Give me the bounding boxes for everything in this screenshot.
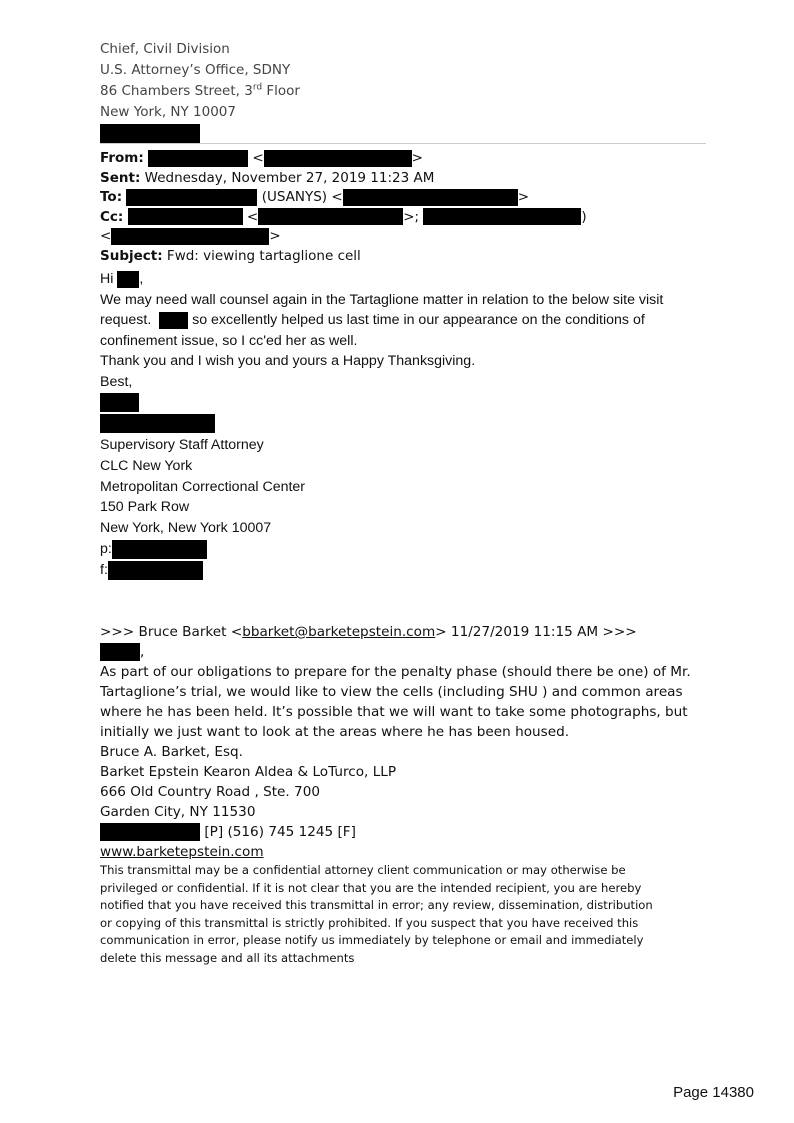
redaction-block [100, 124, 200, 143]
forward-date: > 11/27/2019 11:15 AM >>> [435, 624, 637, 640]
forward-greeting [100, 642, 691, 662]
sig-street: 150 Park Row [100, 499, 190, 516]
redaction-block [264, 150, 412, 167]
street-floor: Floor [262, 83, 300, 99]
subject-label: Subject: [100, 247, 163, 264]
sig-facility: Metropolitan Correctional Center [100, 478, 306, 495]
barket-phone [100, 822, 691, 842]
disclaimer-line: This transmittal may be a confidential attorney client communication or may otherwise be [100, 863, 626, 877]
divider [100, 143, 706, 144]
redaction-block [258, 208, 403, 225]
email-header [100, 149, 587, 266]
letterhead [100, 39, 300, 144]
letterhead-title: Chief, Civil Division [100, 41, 230, 57]
disclaimer-line: delete this message and all its attachments [100, 950, 355, 965]
sig-title: Supervisory Staff Attorney [100, 437, 264, 453]
forward-greeting-comma: , [140, 644, 145, 660]
redaction-block [128, 208, 243, 225]
letterhead-redacted-line [100, 123, 300, 144]
body-line [100, 310, 663, 331]
cc2-close: > [269, 228, 281, 244]
sig-city: New York, New York 10007 [100, 520, 272, 537]
street-main: 86 Chambers Street, 3 [100, 83, 253, 99]
forwarded-message [100, 622, 691, 862]
from-line [100, 149, 587, 169]
disclaimer-line: privileged or confidential. If it is not clear that you are the intended recipient, you are hereby [100, 880, 642, 895]
to-close: > [517, 189, 529, 205]
to-label: To: [100, 189, 123, 205]
redaction-block [112, 540, 207, 559]
sent-value: Wednesday, November 27, 2019 11:23 AM [140, 169, 435, 186]
body-line: We may need wall counsel again in the Tartaglione matter in relation to the below site visit [100, 291, 664, 308]
forward-line: Tartaglione’s trial, we would like to view the cells (including SHU ) and common areas [100, 684, 683, 700]
phone-label: p: [100, 540, 112, 557]
website-link[interactable]: www.barketepstein.com [100, 844, 264, 860]
greeting-hi: Hi [100, 271, 118, 287]
sig-phone [100, 539, 305, 560]
barket-firm: Barket Epstein Kearon Aldea & LoTurco, LLP [100, 764, 397, 780]
cc-line [100, 208, 587, 228]
email-link[interactable]: bbarket@barketepstein.com [242, 624, 436, 640]
subject-line [100, 247, 587, 267]
redaction-block [100, 643, 140, 661]
redaction-block [159, 312, 188, 329]
confidentiality-disclaimer [100, 862, 700, 968]
page-number: Page 14380 [673, 1084, 754, 1101]
sent-label: Sent: [100, 169, 141, 186]
disclaimer-line: notified that you have received this transmittal in error; any review, dissemination, distribution [100, 898, 653, 913]
body-line: Thank you and I wish you and yours a Happy Thanksgiving. [100, 353, 476, 369]
redaction-block [100, 414, 215, 433]
cc2-open: < [100, 228, 112, 244]
cc-close: ) [581, 208, 587, 225]
redaction-block [343, 189, 518, 206]
forward-from: >>> Bruce Barket < [100, 624, 243, 640]
sender-signature-redactions [100, 393, 215, 433]
to-org: (USANYS) < [261, 189, 343, 205]
subject-value: Fwd: viewing tartaglione cell [162, 247, 361, 264]
street-superscript: rd [252, 82, 263, 93]
sig-org: CLC New York [100, 457, 193, 474]
redaction-block [108, 561, 203, 580]
from-close: > [411, 150, 423, 166]
sig-fax [100, 560, 305, 581]
sender-signature [100, 435, 305, 581]
redaction-block [100, 823, 200, 841]
sent-line [100, 169, 587, 189]
body-line2-rest: so excellently helped us last time in our appearance on the conditions of [188, 312, 645, 328]
body-request: request. [100, 312, 152, 328]
letterhead-city: New York, NY 10007 [100, 104, 236, 120]
forward-header [100, 622, 691, 642]
greeting-comma: , [139, 271, 144, 287]
phone-fax-text: [P] (516) 745 1245 [F] [200, 824, 356, 840]
disclaimer-line: communication in error, please notify us immediately by telephone or email and immediately [100, 933, 644, 948]
greeting [100, 269, 663, 290]
fax-label: f: [100, 561, 108, 578]
closing: Best, [100, 373, 133, 390]
redaction-block [423, 208, 581, 225]
email-body [100, 269, 663, 392]
redaction-block [148, 150, 248, 167]
forward-line: where he has been held. It’s possible that we will want to take some photographs, but [100, 704, 688, 720]
from-label: From: [100, 150, 144, 166]
redaction-block [100, 393, 139, 412]
forward-line: initially we just want to look at the areas where he has been housed. [100, 724, 570, 740]
redaction-block [126, 189, 257, 206]
redaction-block [117, 271, 139, 288]
cc-sep: >; [403, 208, 420, 225]
forward-line: As part of our obligations to prepare for the penalty phase (should there be one) of Mr. [100, 664, 691, 680]
to-line [100, 188, 587, 208]
barket-city: Garden City, NY 11530 [100, 804, 256, 820]
letterhead-office: U.S. Attorney’s Office, SDNY [100, 62, 291, 78]
barket-name: Bruce A. Barket, Esq. [100, 744, 243, 760]
barket-street: 666 Old Country Road , Ste. 700 [100, 784, 321, 800]
from-open: < [252, 150, 264, 166]
cc-open: < [246, 208, 259, 225]
barket-website [100, 842, 691, 862]
cc-label: Cc: [100, 208, 124, 225]
redaction-block [111, 228, 269, 245]
cc-line-2 [100, 227, 587, 247]
disclaimer-line: or copying of this transmittal is strictly prohibited. If you suspect that you have received this [100, 915, 639, 930]
letterhead-street [100, 81, 300, 102]
body-line: confinement issue, so I cc'ed her as well. [100, 332, 358, 349]
